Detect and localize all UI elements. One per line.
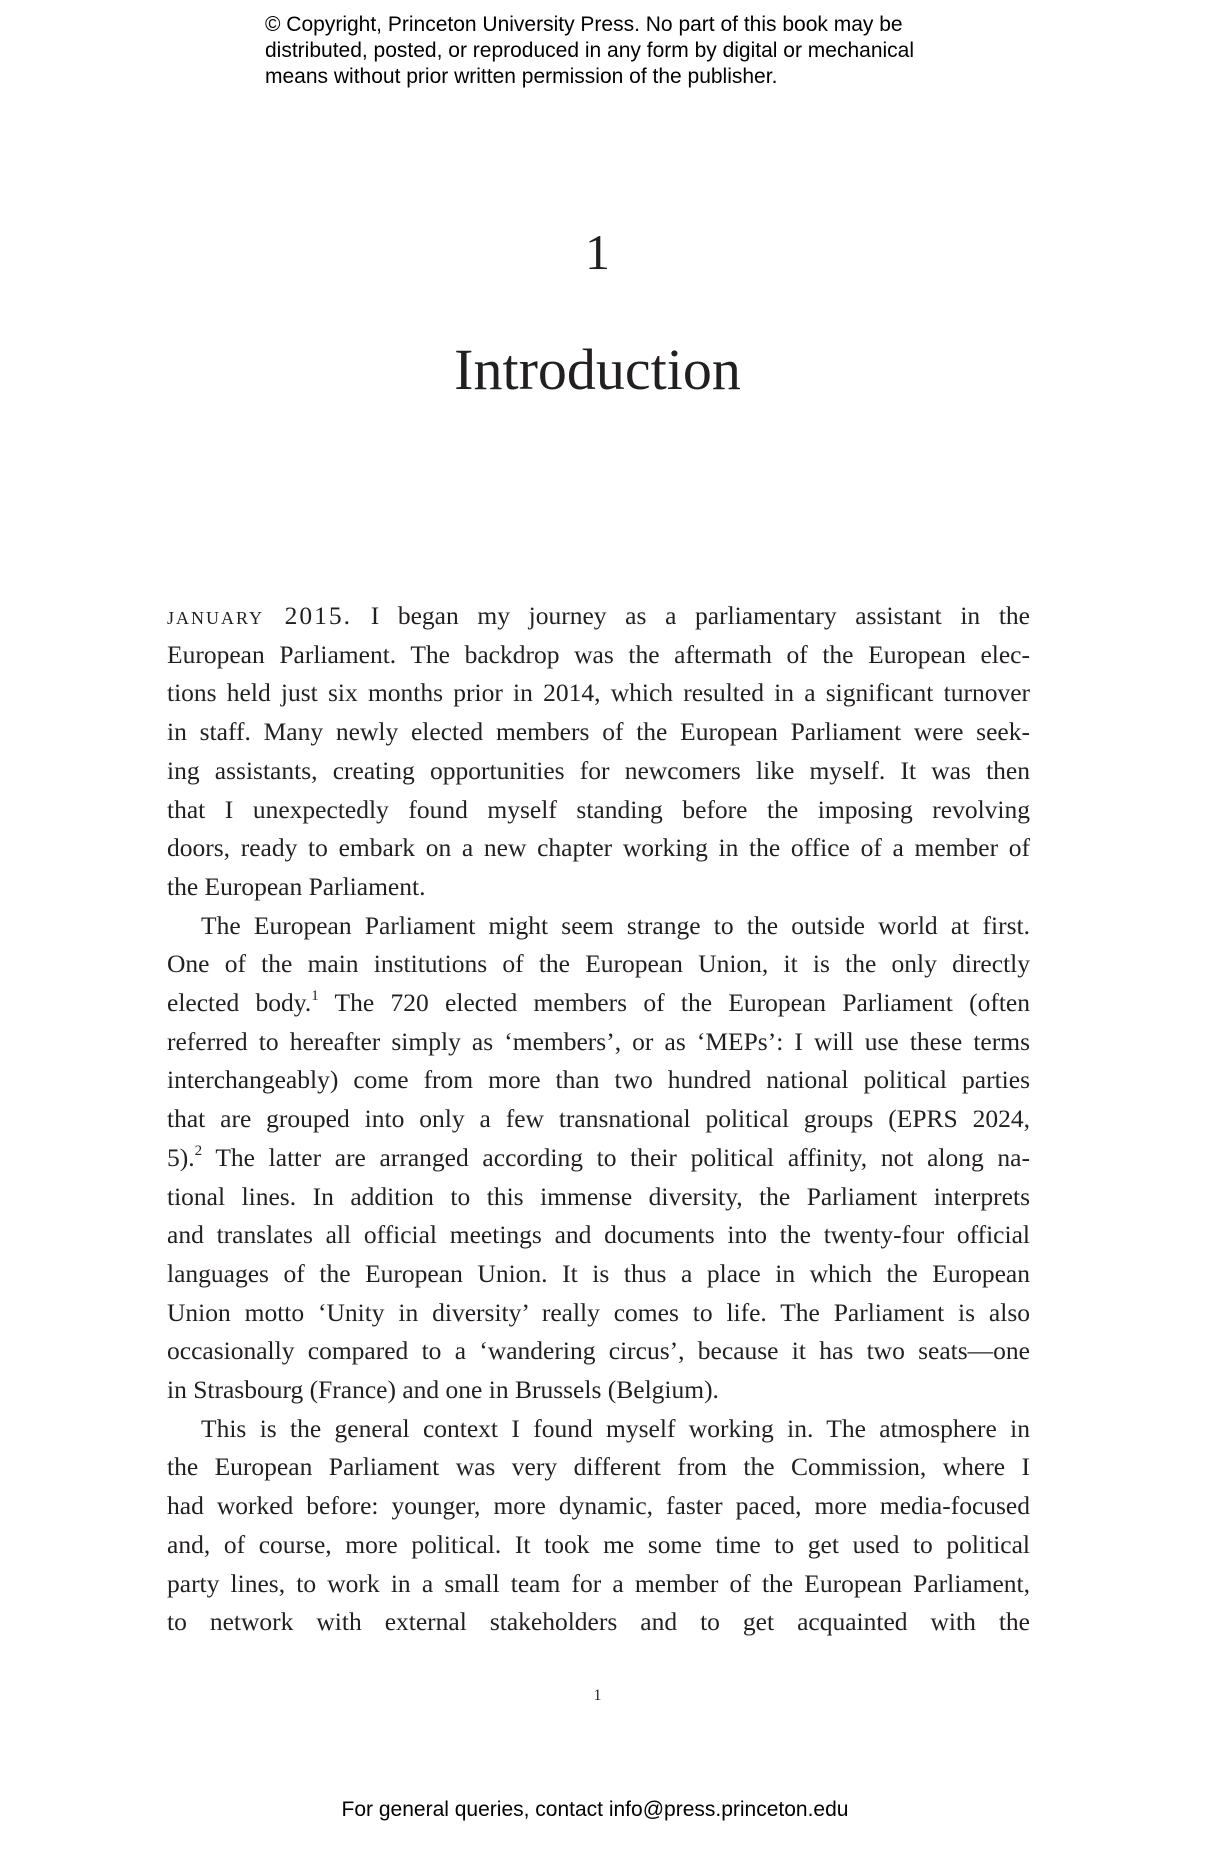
text-line	[167, 597, 1030, 636]
text-line: and translates all official meetings and documents into the twenty-four official	[167, 1220, 1030, 1250]
text-line: that are grouped into only a few transnational political groups (EPRS 2024,	[167, 1104, 1030, 1134]
text-line: to network with external stakeholders and to get acquainted with the	[167, 1607, 1030, 1637]
text-line: This is the general context I found myself working in. The atmosphere in	[201, 1413, 1030, 1443]
text-line: doors, ready to embark on a new chapter working in the office of a member of	[167, 833, 1030, 863]
text-fragment: I began my journey as a parliamentary assistant in the	[352, 601, 1030, 630]
text-fragment: The 720 elected members of the European Parliament (often	[318, 988, 1030, 1018]
text-line: tions held just six months prior in 2014, which resulted in a significant turnover	[167, 678, 1030, 708]
text-fragment: 5).	[167, 1142, 195, 1172]
text-line: party lines, to work in a small team for a member of the European Parliament,	[167, 1568, 1030, 1598]
copyright-line: distributed, posted, or reproduced in any form by digital or mechanical	[265, 39, 915, 62]
paragraph	[167, 907, 1030, 1410]
text-line: languages of the European Union. It is thus a place in which the European	[167, 1258, 1030, 1288]
text-line: in Strasbourg (France) and one in Brussels (Belgium).	[167, 1375, 719, 1405]
text-line: that I unexpectedly found myself standing before the imposing revolving	[167, 794, 1030, 824]
text-fragment: elected body.	[167, 988, 312, 1018]
footer-contact: For general queries, contact info@press.princeton.edu	[341, 1798, 849, 1821]
text-line	[167, 984, 1030, 1023]
paragraph	[167, 1410, 1030, 1642]
text-line: Union motto ‘Unity in diversity’ really comes to life. The Parliament is also	[167, 1297, 1030, 1327]
footnote-marker[interactable]: 2	[194, 1142, 203, 1159]
text-fragment: The latter are arranged according to their political affinity, not along na-	[202, 1142, 1030, 1172]
copyright-line: means without prior written permission of the publisher.	[265, 65, 778, 88]
footnote-marker[interactable]: 1	[311, 988, 319, 1005]
chapter-title: Introduction	[454, 337, 741, 402]
text-line: referred to hereafter simply as ‘members’, or as ‘MEPs’: I will use these terms	[167, 1026, 1030, 1056]
copyright-notice	[265, 12, 985, 90]
text-line: had worked before: younger, more dynamic, faster paced, more media-focused	[167, 1491, 1030, 1521]
text-line: occasionally compared to a ‘wandering circus’, because it has two seats—one	[167, 1336, 1030, 1366]
date-lead: january 2015.	[167, 601, 353, 630]
text-line: interchangeably) come from more than two hundred national political parties	[167, 1065, 1030, 1095]
chapter-body	[167, 597, 1030, 1642]
text-line: the European Parliament.	[167, 871, 426, 901]
text-line: The European Parliament might seem strange to the outside world at first.	[201, 910, 1030, 940]
text-line: ing assistants, creating opportunities for newcomers like myself. It was then	[167, 755, 1030, 785]
text-line: European Parliament. The backdrop was the aftermath of the European elec-	[167, 639, 1030, 669]
chapter-number: 1	[585, 224, 610, 280]
text-line: the European Parliament was very different from the Commission, where I	[167, 1452, 1030, 1482]
page-number: 1	[593, 1687, 602, 1704]
text-line: in staff. Many newly elected members of the European Parliament were seek-	[167, 717, 1030, 747]
copyright-line: © Copyright, Princeton University Press. No part of this book may be	[265, 13, 903, 36]
text-line: and, of course, more political. It took me some time to get used to political	[167, 1529, 1030, 1559]
text-line: tional lines. In addition to this immense diversity, the Parliament interprets	[167, 1181, 1030, 1211]
text-line	[167, 1139, 1030, 1178]
paragraph	[167, 597, 1030, 907]
text-line: One of the main institutions of the European Union, it is the only directly	[167, 949, 1030, 979]
